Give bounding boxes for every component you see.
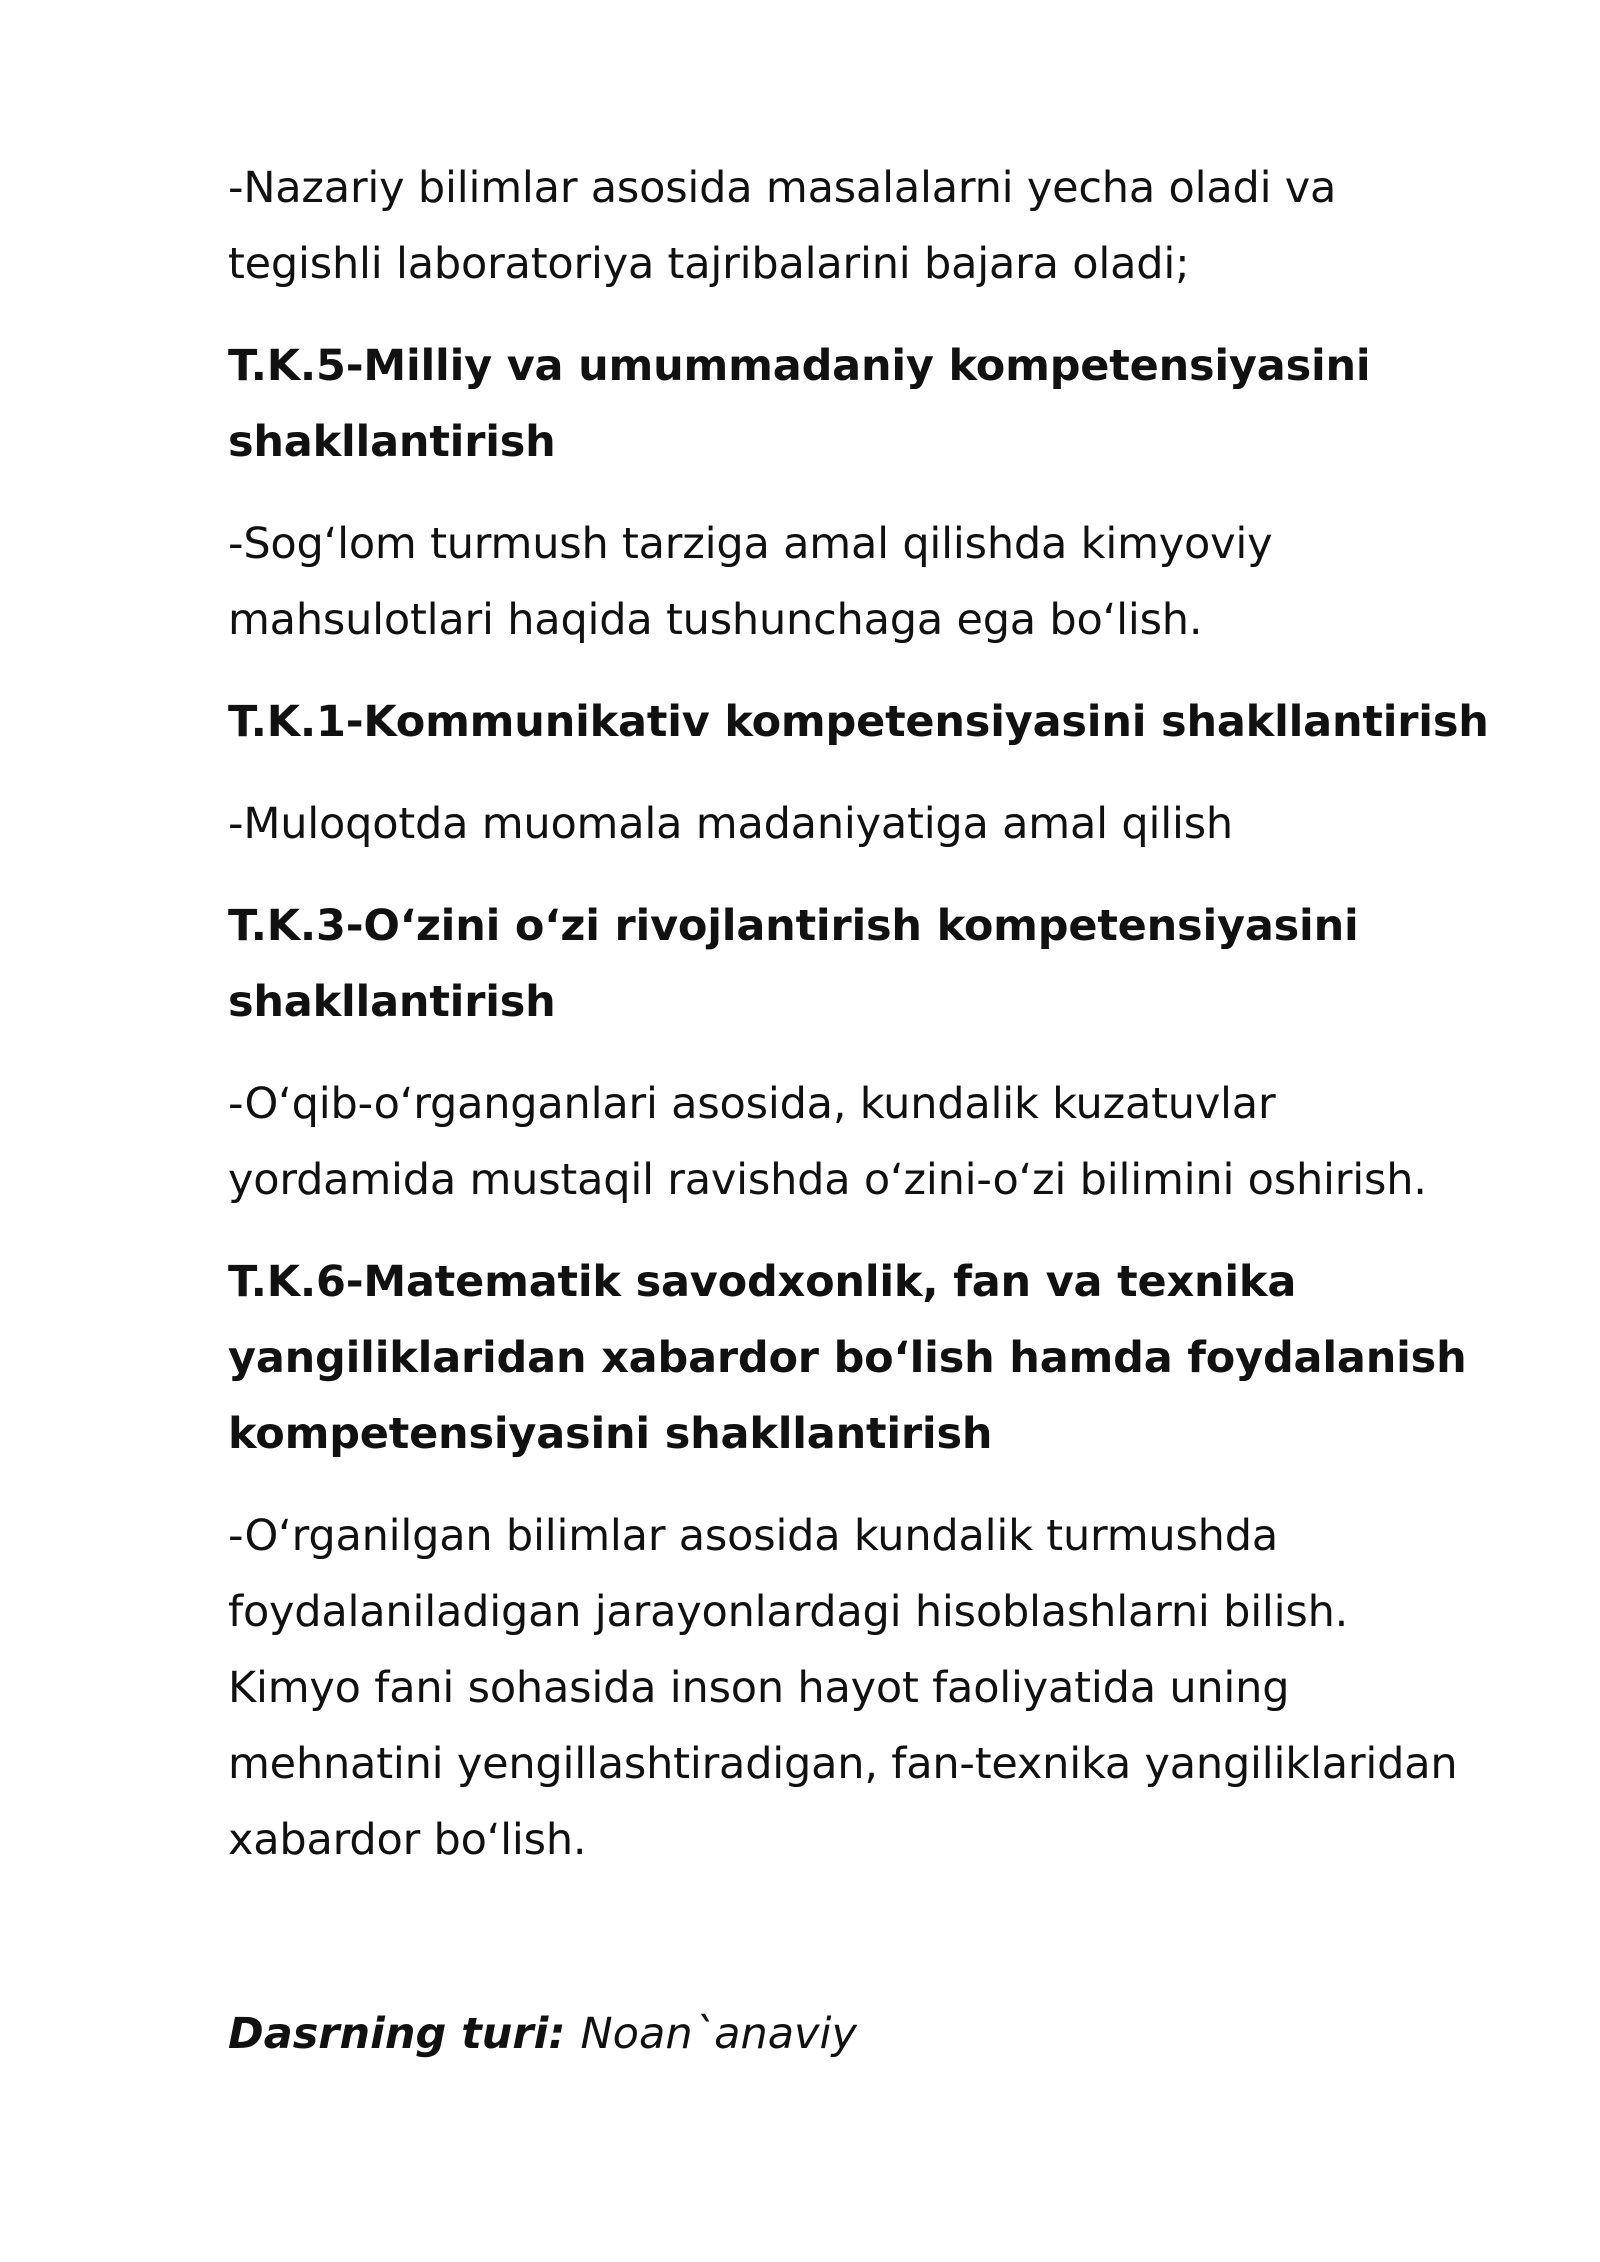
- text-line: xabardor bo‘lish.: [228, 1815, 587, 1865]
- text-line: -Nazariy bilimlar asosida masalalarni yecha oladi va: [228, 163, 1337, 213]
- heading-line: yangiliklaridan xabardor bo‘lish hamda foydalanish: [228, 1333, 1467, 1383]
- competency-description-tk1: [228, 786, 1528, 862]
- heading-line: T.K.1-Kommunikativ kompetensiyasini shakllantirish: [228, 697, 1489, 747]
- text-line: foydalaniladigan jarayonlardagi hisoblashlarni bilish.: [228, 1587, 1349, 1637]
- text-line: -Muloqotda muomala madaniyatiga amal qilish: [228, 799, 1233, 849]
- text-line: -O‘qib-o‘rganganlari asosida, kundalik kuzatuvlar: [228, 1079, 1276, 1129]
- text-line: -O‘rganilgan bilimlar asosida kundalik turmushda: [228, 1511, 1278, 1561]
- competency-heading-tk1: [228, 684, 1528, 760]
- competency-description-tk6: [228, 1498, 1528, 1878]
- lesson-type-line: [228, 1996, 857, 2072]
- competency-description-tk5: [228, 506, 1528, 658]
- document-body: [228, 150, 1528, 1904]
- text-line: tegishli laboratoriya tajribalarini bajara oladi;: [228, 239, 1190, 289]
- heading-line: kompetensiyasini shakllantirish: [228, 1409, 993, 1459]
- heading-line: shakllantirish: [228, 977, 556, 1027]
- competency-description-tk3: [228, 1066, 1528, 1218]
- text-line: Kimyo fani sohasida inson hayot faoliyatida uning: [228, 1663, 1290, 1713]
- objective-paragraph: [228, 150, 1528, 302]
- text-line: -Sog‘lom turmush tarziga amal qilishda kimyoviy: [228, 519, 1273, 569]
- lesson-type-separator: :: [548, 2009, 581, 2059]
- competency-heading-tk3: [228, 888, 1528, 1040]
- heading-line: T.K.5-Milliy va umummadaniy kompetensiyasini: [228, 341, 1371, 391]
- heading-line: T.K.3-O‘zini o‘zi rivojlantirish kompetensiyasini: [228, 901, 1359, 951]
- text-line: mehnatini yengillashtiradigan, fan-texnika yangiliklaridan: [228, 1739, 1458, 1789]
- heading-line: shakllantirish: [228, 417, 556, 467]
- heading-line: T.K.6-Matematik savodxonlik, fan va texnika: [228, 1257, 1297, 1307]
- competency-heading-tk5: [228, 328, 1528, 480]
- competency-heading-tk6: [228, 1244, 1528, 1472]
- text-line: yordamida mustaqil ravishda o‘zini-o‘zi bilimini oshirish.: [228, 1155, 1427, 1205]
- lesson-type-value: Noan`anaviy: [580, 2009, 857, 2059]
- text-line: mahsulotlari haqida tushunchaga ega bo‘lish.: [228, 595, 1203, 645]
- lesson-type-label: Dasrning turi: [228, 2009, 549, 2059]
